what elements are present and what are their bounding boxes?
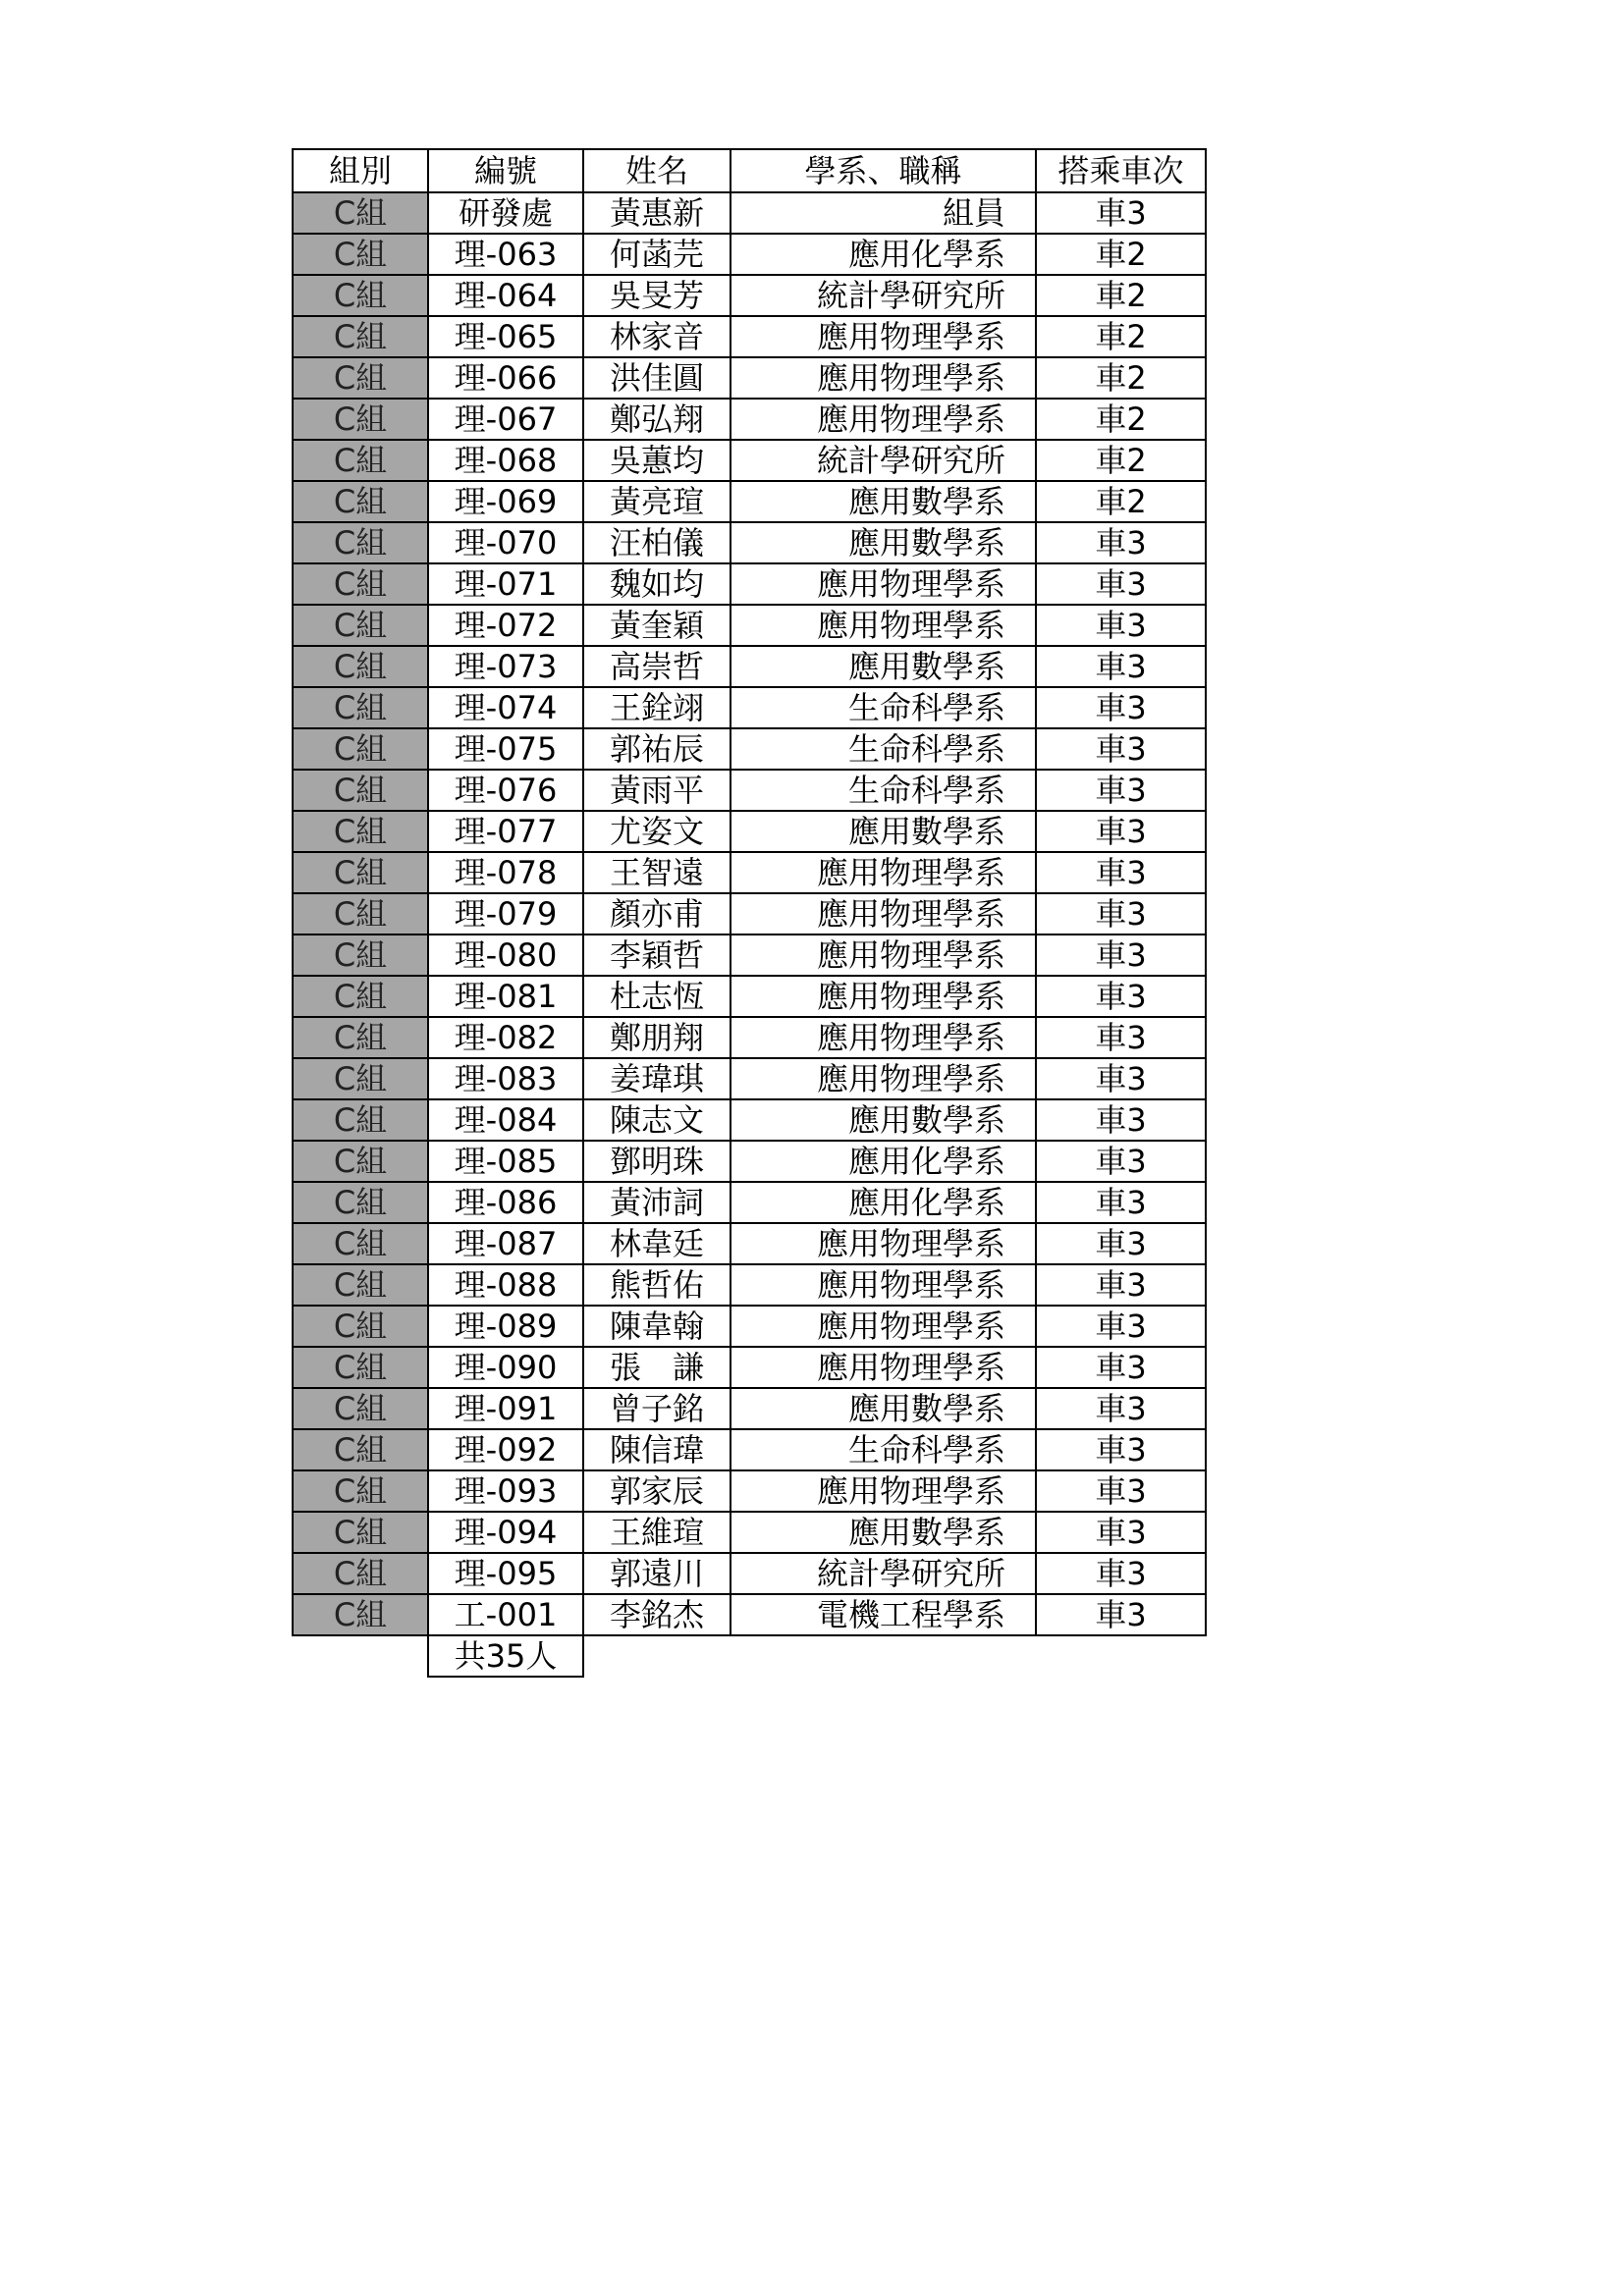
cell-name: 鄭朋翔: [583, 1017, 731, 1058]
cell-dept: 應用物理學系: [731, 1017, 1036, 1058]
cell-group: C組: [293, 1347, 428, 1388]
table-row: [293, 1594, 1206, 1635]
cell-bus: 車2: [1036, 234, 1206, 275]
cell-name: 李銘杰: [583, 1594, 731, 1635]
cell-code: 理-080: [428, 934, 583, 976]
table-row: [293, 976, 1206, 1017]
cell-name: 吳蕙均: [583, 440, 731, 481]
cell-dept: 應用物理學系: [731, 316, 1036, 357]
total-count: 共35人: [428, 1635, 583, 1677]
cell-group: C組: [293, 481, 428, 522]
cell-dept: 生命科學系: [731, 728, 1036, 770]
cell-code: 理-071: [428, 563, 583, 605]
cell-bus: 車3: [1036, 1470, 1206, 1512]
cell-code: 理-069: [428, 481, 583, 522]
cell-bus: 車3: [1036, 1512, 1206, 1553]
cell-bus: 車3: [1036, 976, 1206, 1017]
table-row: [293, 1429, 1206, 1470]
cell-code: 理-072: [428, 605, 583, 646]
cell-bus: 車3: [1036, 687, 1206, 728]
cell-name: 黃雨平: [583, 770, 731, 811]
cell-bus: 車3: [1036, 893, 1206, 934]
cell-name: 吳旻芳: [583, 275, 731, 316]
cell-dept: 應用化學系: [731, 1182, 1036, 1223]
table-row: [293, 1141, 1206, 1182]
cell-bus: 車3: [1036, 1182, 1206, 1223]
cell-code: 理-084: [428, 1099, 583, 1141]
cell-name: 熊哲佑: [583, 1264, 731, 1306]
table-row: [293, 770, 1206, 811]
cell-group: C組: [293, 1058, 428, 1099]
cell-bus: 車3: [1036, 192, 1206, 234]
table-row: [293, 646, 1206, 687]
cell-name: 曾子銘: [583, 1388, 731, 1429]
table-row: [293, 1553, 1206, 1594]
cell-bus: 車3: [1036, 934, 1206, 976]
cell-bus: 車3: [1036, 563, 1206, 605]
cell-code: 理-074: [428, 687, 583, 728]
cell-dept: 生命科學系: [731, 1429, 1036, 1470]
cell-code: 理-077: [428, 811, 583, 852]
roster-table: [292, 148, 1207, 1678]
table-row: [293, 605, 1206, 646]
cell-name: 王銓翊: [583, 687, 731, 728]
cell-code: 理-094: [428, 1512, 583, 1553]
cell-bus: 車3: [1036, 1594, 1206, 1635]
table-row: [293, 275, 1206, 316]
cell-dept: 生命科學系: [731, 687, 1036, 728]
cell-dept: 應用物理學系: [731, 605, 1036, 646]
table-row: [293, 893, 1206, 934]
cell-dept: 應用物理學系: [731, 1470, 1036, 1512]
cell-name: 尤姿文: [583, 811, 731, 852]
table-row: [293, 481, 1206, 522]
cell-group: C組: [293, 1594, 428, 1635]
cell-code: 工-001: [428, 1594, 583, 1635]
cell-dept: 應用數學系: [731, 646, 1036, 687]
table-row: [293, 811, 1206, 852]
cell-name: 郭遠川: [583, 1553, 731, 1594]
cell-group: C組: [293, 1223, 428, 1264]
cell-dept: 應用物理學系: [731, 1223, 1036, 1264]
cell-dept: 組員: [731, 192, 1036, 234]
cell-code: 理-070: [428, 522, 583, 563]
cell-bus: 車3: [1036, 1141, 1206, 1182]
header-code: 編號: [428, 149, 583, 192]
cell-bus: 車2: [1036, 275, 1206, 316]
cell-group: C組: [293, 1553, 428, 1594]
cell-group: C組: [293, 522, 428, 563]
cell-group: C組: [293, 934, 428, 976]
cell-dept: 應用化學系: [731, 1141, 1036, 1182]
cell-bus: 車3: [1036, 728, 1206, 770]
cell-dept: 應用物理學系: [731, 563, 1036, 605]
table-row: [293, 1264, 1206, 1306]
cell-group: C組: [293, 234, 428, 275]
cell-code: 理-067: [428, 399, 583, 440]
table-row: [293, 1470, 1206, 1512]
table-row: [293, 1223, 1206, 1264]
cell-bus: 車3: [1036, 1553, 1206, 1594]
cell-dept: 應用數學系: [731, 481, 1036, 522]
table-row: [293, 1306, 1206, 1347]
cell-group: C組: [293, 316, 428, 357]
cell-code: 理-083: [428, 1058, 583, 1099]
cell-group: C組: [293, 1388, 428, 1429]
cell-code: 理-093: [428, 1470, 583, 1512]
table-row: [293, 1182, 1206, 1223]
header-dept: 學系、職稱: [731, 149, 1036, 192]
table-row: [293, 728, 1206, 770]
table-row: [293, 1347, 1206, 1388]
cell-group: C組: [293, 976, 428, 1017]
cell-name: 姜瑋琪: [583, 1058, 731, 1099]
cell-bus: 車3: [1036, 1223, 1206, 1264]
cell-bus: 車3: [1036, 1099, 1206, 1141]
cell-bus: 車3: [1036, 646, 1206, 687]
cell-name: 王智遠: [583, 852, 731, 893]
cell-code: 研發處: [428, 192, 583, 234]
cell-name: 李穎哲: [583, 934, 731, 976]
table-row: [293, 399, 1206, 440]
cell-name: 杜志恆: [583, 976, 731, 1017]
cell-dept: 應用物理學系: [731, 1058, 1036, 1099]
cell-code: 理-078: [428, 852, 583, 893]
cell-bus: 車3: [1036, 1017, 1206, 1058]
cell-dept: 統計學研究所: [731, 1553, 1036, 1594]
cell-bus: 車2: [1036, 357, 1206, 399]
cell-dept: 應用數學系: [731, 1512, 1036, 1553]
cell-bus: 車2: [1036, 481, 1206, 522]
cell-name: 顏亦甫: [583, 893, 731, 934]
table-row: [293, 522, 1206, 563]
cell-code: 理-081: [428, 976, 583, 1017]
cell-group: C組: [293, 440, 428, 481]
table-row: [293, 687, 1206, 728]
cell-group: C組: [293, 770, 428, 811]
cell-code: 理-082: [428, 1017, 583, 1058]
cell-code: 理-092: [428, 1429, 583, 1470]
cell-code: 理-089: [428, 1306, 583, 1347]
cell-bus: 車2: [1036, 399, 1206, 440]
cell-name: 高崇哲: [583, 646, 731, 687]
cell-name: 陳韋翰: [583, 1306, 731, 1347]
table-row: [293, 1058, 1206, 1099]
cell-dept: 應用物理學系: [731, 399, 1036, 440]
cell-name: 黃奎穎: [583, 605, 731, 646]
cell-name: 魏如均: [583, 563, 731, 605]
cell-name: 林韋廷: [583, 1223, 731, 1264]
cell-bus: 車3: [1036, 1388, 1206, 1429]
cell-name: 郭祐辰: [583, 728, 731, 770]
header-group: 組別: [293, 149, 428, 192]
cell-group: C組: [293, 1182, 428, 1223]
footer-row: [293, 1635, 1206, 1677]
cell-bus: 車3: [1036, 811, 1206, 852]
cell-code: 理-090: [428, 1347, 583, 1388]
cell-name: 陳志文: [583, 1099, 731, 1141]
cell-group: C組: [293, 1141, 428, 1182]
cell-name: 黃亮瑄: [583, 481, 731, 522]
cell-code: 理-064: [428, 275, 583, 316]
cell-code: 理-079: [428, 893, 583, 934]
table-row: [293, 440, 1206, 481]
cell-bus: 車2: [1036, 440, 1206, 481]
cell-dept: 生命科學系: [731, 770, 1036, 811]
table-row: [293, 1388, 1206, 1429]
cell-code: 理-073: [428, 646, 583, 687]
cell-bus: 車3: [1036, 1058, 1206, 1099]
table-row: [293, 934, 1206, 976]
cell-group: C組: [293, 893, 428, 934]
cell-bus: 車3: [1036, 605, 1206, 646]
cell-name: 郭家辰: [583, 1470, 731, 1512]
cell-group: C組: [293, 728, 428, 770]
cell-bus: 車2: [1036, 316, 1206, 357]
cell-group: C組: [293, 1470, 428, 1512]
cell-name: 汪柏儀: [583, 522, 731, 563]
table-row: [293, 1512, 1206, 1553]
cell-name: 陳信瑋: [583, 1429, 731, 1470]
header-bus: 搭乘車次: [1036, 149, 1206, 192]
cell-code: 理-095: [428, 1553, 583, 1594]
cell-dept: 應用數學系: [731, 811, 1036, 852]
cell-bus: 車3: [1036, 852, 1206, 893]
cell-group: C組: [293, 1017, 428, 1058]
cell-name: 洪佳圓: [583, 357, 731, 399]
cell-dept: 應用物理學系: [731, 357, 1036, 399]
cell-group: C組: [293, 1512, 428, 1553]
cell-code: 理-088: [428, 1264, 583, 1306]
cell-code: 理-091: [428, 1388, 583, 1429]
cell-group: C組: [293, 811, 428, 852]
table-row: [293, 316, 1206, 357]
cell-group: C組: [293, 852, 428, 893]
cell-dept: 應用物理學系: [731, 934, 1036, 976]
cell-name: 黃沛詞: [583, 1182, 731, 1223]
cell-bus: 車3: [1036, 770, 1206, 811]
cell-group: C組: [293, 687, 428, 728]
cell-dept: 應用物理學系: [731, 1264, 1036, 1306]
table-row: [293, 234, 1206, 275]
cell-group: C組: [293, 646, 428, 687]
cell-group: C組: [293, 563, 428, 605]
cell-name: 張 謙: [583, 1347, 731, 1388]
cell-group: C組: [293, 605, 428, 646]
cell-dept: 應用物理學系: [731, 1347, 1036, 1388]
cell-dept: 應用物理學系: [731, 976, 1036, 1017]
cell-code: 理-087: [428, 1223, 583, 1264]
cell-dept: 應用物理學系: [731, 852, 1036, 893]
table-row: [293, 1099, 1206, 1141]
cell-dept: 統計學研究所: [731, 275, 1036, 316]
cell-dept: 電機工程學系: [731, 1594, 1036, 1635]
table-row: [293, 852, 1206, 893]
cell-code: 理-065: [428, 316, 583, 357]
cell-code: 理-076: [428, 770, 583, 811]
table-body: [293, 192, 1206, 1635]
cell-dept: 應用化學系: [731, 234, 1036, 275]
cell-name: 何菡芫: [583, 234, 731, 275]
cell-bus: 車3: [1036, 1264, 1206, 1306]
table-row: [293, 357, 1206, 399]
cell-name: 鄭弘翔: [583, 399, 731, 440]
header-row: [293, 149, 1206, 192]
cell-name: 林家音: [583, 316, 731, 357]
cell-group: C組: [293, 1099, 428, 1141]
cell-bus: 車3: [1036, 1347, 1206, 1388]
cell-group: C組: [293, 1306, 428, 1347]
cell-dept: 統計學研究所: [731, 440, 1036, 481]
cell-dept: 應用數學系: [731, 522, 1036, 563]
cell-group: C組: [293, 357, 428, 399]
cell-code: 理-085: [428, 1141, 583, 1182]
cell-dept: 應用物理學系: [731, 1306, 1036, 1347]
cell-dept: 應用物理學系: [731, 893, 1036, 934]
cell-group: C組: [293, 192, 428, 234]
table-row: [293, 1017, 1206, 1058]
table-row: [293, 563, 1206, 605]
cell-name: 黃惠新: [583, 192, 731, 234]
cell-bus: 車3: [1036, 1306, 1206, 1347]
cell-dept: 應用數學系: [731, 1388, 1036, 1429]
cell-bus: 車3: [1036, 522, 1206, 563]
cell-group: C組: [293, 1264, 428, 1306]
cell-name: 王維瑄: [583, 1512, 731, 1553]
cell-group: C組: [293, 399, 428, 440]
cell-group: C組: [293, 1429, 428, 1470]
cell-code: 理-086: [428, 1182, 583, 1223]
cell-code: 理-068: [428, 440, 583, 481]
cell-code: 理-066: [428, 357, 583, 399]
table-row: [293, 192, 1206, 234]
cell-group: C組: [293, 275, 428, 316]
cell-bus: 車3: [1036, 1429, 1206, 1470]
cell-name: 鄧明珠: [583, 1141, 731, 1182]
cell-dept: 應用數學系: [731, 1099, 1036, 1141]
cell-code: 理-075: [428, 728, 583, 770]
cell-code: 理-063: [428, 234, 583, 275]
header-name: 姓名: [583, 149, 731, 192]
